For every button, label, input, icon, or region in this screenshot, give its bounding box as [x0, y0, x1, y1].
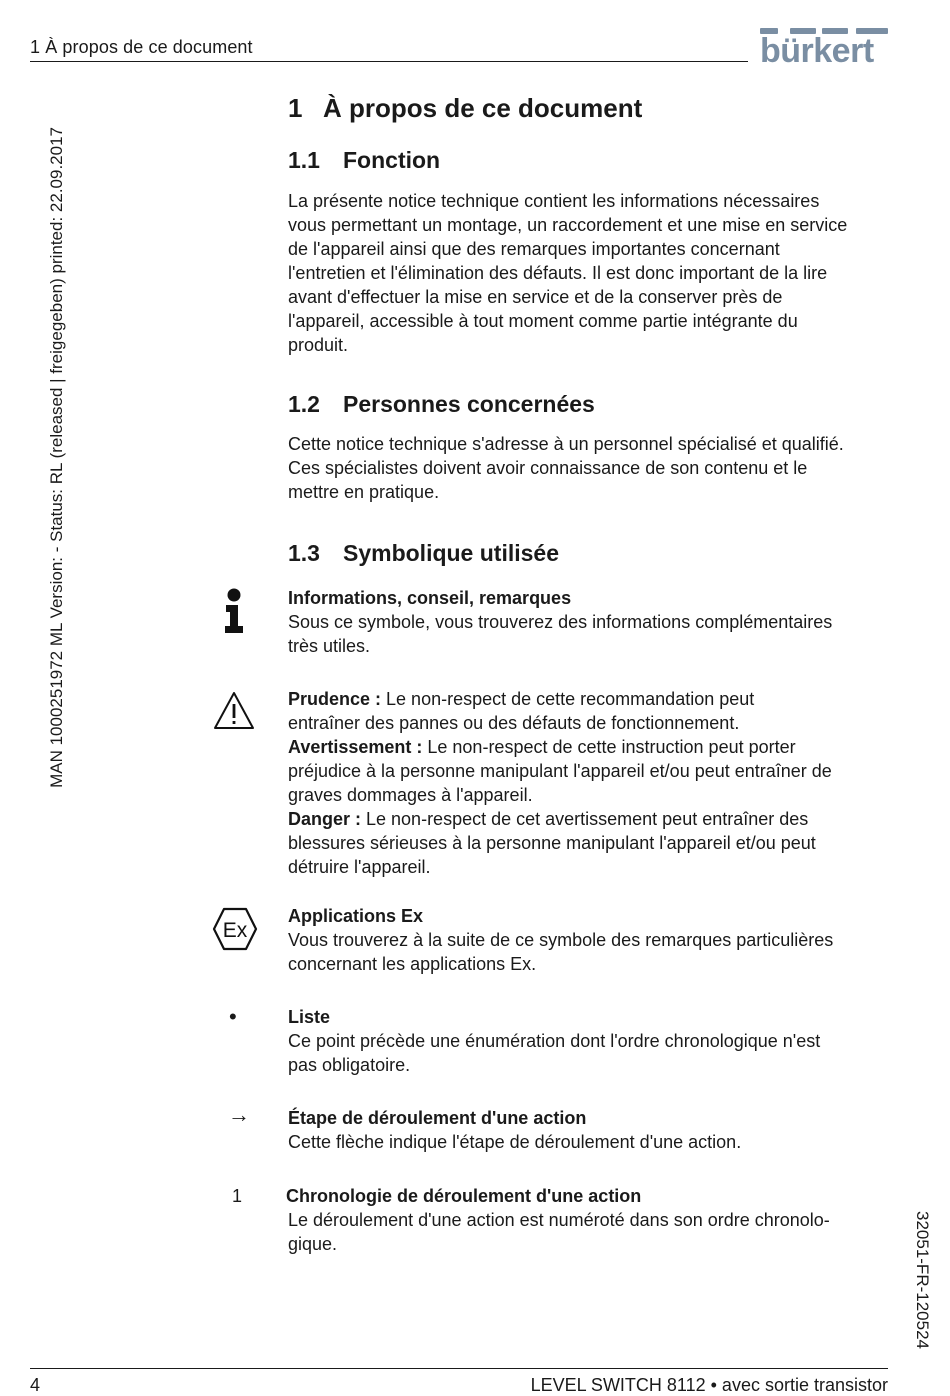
warning-triangle-icon — [212, 690, 256, 732]
info-block — [288, 586, 893, 658]
chapter-title — [288, 90, 642, 126]
text-line: avant d'effectuer la mise en service et de la conserver près de — [288, 287, 783, 307]
section-number: 1.3 — [288, 540, 320, 566]
bullet-icon: • — [229, 1004, 237, 1029]
info-icon — [222, 588, 246, 634]
section-heading-symbolique — [288, 538, 559, 568]
text-line: Sous ce symbole, vous trouverez des informations complémentaires — [288, 612, 833, 632]
release-line: MAN 1000251972 ML Version: - Status: RL (released | freigegeben) printed: 22.09.2017 — [47, 127, 66, 788]
step-title: Étape de déroulement d'une action — [288, 1108, 587, 1128]
text-line: Ces spécialistes doivent avoir connaissance de son contenu et le — [288, 458, 808, 478]
text-line: Vous trouverez à la suite de ce symbole des remarques particulières — [288, 930, 834, 950]
ex-hexagon-icon — [212, 907, 258, 951]
avertissement-text: Le non-respect de cette instruction peut porter — [422, 737, 796, 757]
prudence-text: Le non-respect de cette recommandation peut — [381, 689, 755, 709]
text-line: Ce point précède une énumération dont l'ordre chronologique n'est — [288, 1031, 821, 1051]
chapter-title-text: À propos de ce document — [323, 93, 643, 123]
text-line: Cette flèche indique l'étape de déroulement d'une action. — [288, 1132, 742, 1152]
section-heading-personnes — [288, 389, 595, 419]
danger-text: Le non-respect de cet avertissement peut entraîner des — [361, 809, 809, 829]
text-line: graves dommages à l'appareil. — [288, 785, 533, 805]
footer-product: LEVEL SWITCH 8112 • avec sortie transistor — [530, 1375, 888, 1395]
text-line: Le déroulement d'une action est numéroté dans son ordre chronolo- — [288, 1210, 830, 1230]
danger-label: Danger : — [288, 809, 362, 829]
text-line: produit. — [288, 335, 349, 355]
text-line: La présente notice technique contient les informations nécessaires — [288, 191, 820, 211]
page-number: 4 — [30, 1375, 41, 1395]
text-line: de l'appareil ainsi que des remarques importantes concernant — [288, 239, 780, 259]
text-line: vous permettant un montage, un raccordement et une mise en service — [288, 215, 848, 235]
ex-symbol: Ex — [222, 919, 248, 942]
text-line: préjudice à la personne manipulant l'appareil et/ou peut entraîner de — [288, 761, 832, 781]
info-title: Informations, conseil, remarques — [288, 588, 572, 608]
avertissement-line — [288, 735, 893, 759]
section-title: Personnes concernées — [343, 391, 595, 417]
fonction-paragraph — [288, 189, 893, 357]
text-line: entraîner des pannes ou des défauts de fonctionnement. — [288, 713, 740, 733]
burkert-logo — [760, 28, 888, 68]
text-line: Cette notice technique s'adresse à un personnel spécialisé et qualifié. — [288, 434, 844, 454]
section-title: Symbolique utilisée — [343, 540, 559, 566]
ex-title: Applications Ex — [288, 906, 424, 926]
avertissement-label: Avertissement : — [288, 737, 423, 757]
section-number: 1.2 — [288, 391, 320, 417]
personnes-paragraph — [288, 432, 893, 504]
text-line: pas obligatoire. — [288, 1055, 411, 1075]
text-line: mettre en pratique. — [288, 482, 440, 502]
text-line: très utiles. — [288, 636, 371, 656]
chrono-title: Chronologie de déroulement d'une action — [286, 1186, 642, 1206]
ex-block — [288, 904, 893, 976]
list-block — [288, 1005, 893, 1077]
text-line: l'entretien et l'élimination des défauts. Il est donc important de la lire — [288, 263, 828, 283]
text-line: gique. — [288, 1234, 338, 1254]
chapter-number: 1 — [288, 93, 303, 123]
logo-word: bürkert — [760, 32, 874, 70]
prudence-line — [288, 687, 893, 711]
text-line: blessures sérieuses à la personne manipulant l'appareil et/ou peut — [288, 833, 816, 853]
doc-code: 32051-FR-120524 — [913, 1211, 932, 1349]
warning-block — [288, 687, 893, 879]
text-line: concernant les applications Ex. — [288, 954, 537, 974]
header-rule — [30, 61, 748, 62]
footer-rule — [30, 1368, 888, 1369]
section-title: Fonction — [343, 147, 441, 173]
text-line: détruire l'appareil. — [288, 857, 431, 877]
text-line: l'appareil, accessible à tout moment comme partie intégrante du — [288, 311, 798, 331]
danger-line — [288, 807, 893, 831]
arrow-right-icon: → — [228, 1102, 250, 1127]
running-header: 1 À propos de ce document — [30, 37, 253, 57]
prudence-label: Prudence : — [288, 689, 382, 709]
chrono-title-block — [286, 1184, 891, 1208]
chrono-marker: 1 — [232, 1186, 243, 1206]
section-heading-fonction — [288, 145, 440, 175]
step-block — [288, 1106, 893, 1154]
section-number: 1.1 — [288, 147, 320, 173]
list-title: Liste — [288, 1007, 331, 1027]
chrono-block — [288, 1208, 893, 1256]
